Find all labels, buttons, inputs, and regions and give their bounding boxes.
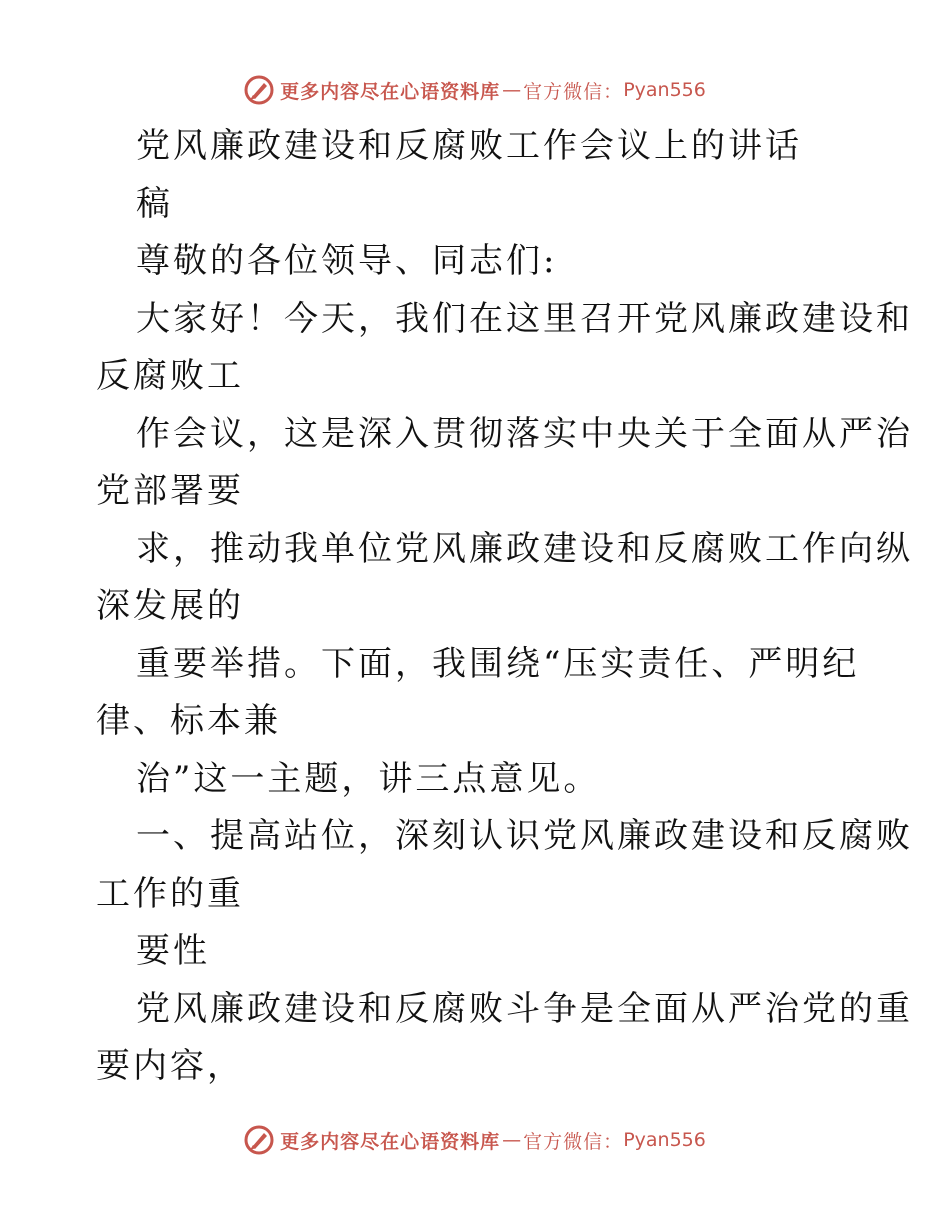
wechat-label: 官方微信： <box>523 1130 624 1153</box>
text-line: 大家好！今天，我们在这里召开党风廉政建设和 <box>136 298 913 339</box>
text-line: 尊敬的各位领导、同志们: <box>136 241 558 281</box>
wechat-label: 官方微信： <box>523 80 624 103</box>
text-line: 工作的重 <box>96 873 244 914</box>
wechat-id: Pyan556 <box>623 79 706 101</box>
text-line: 重要举措。下面，我围绕“压实责任、严明纪 <box>136 643 860 684</box>
text-line: 治”这一主题，讲三点意见。 <box>136 758 601 799</box>
text-line: 党部署要 <box>96 471 244 511</box>
text-line: 稿 <box>136 183 173 224</box>
footer-banner <box>0 1118 950 1162</box>
separator: — <box>502 1129 522 1151</box>
text-line: 作会议，这是深入贯彻落实中央关于全面从严治 <box>136 413 913 454</box>
pen-nib-icon <box>244 75 274 105</box>
text-line: 深发展的 <box>96 586 244 626</box>
text-line: 一、提高站位，深刻认识党风廉政建设和反腐败 <box>136 816 913 856</box>
header-banner <box>0 68 950 112</box>
pen-nib-icon <box>244 1125 274 1155</box>
text-line: 要内容， <box>96 1046 244 1086</box>
wechat-id: Pyan556 <box>623 1129 706 1151</box>
text-line: 党风廉政建设和反腐败工作会议上的讲话 <box>136 126 802 166</box>
document-body <box>96 118 913 1096</box>
text-line: 律、标本兼 <box>96 701 281 741</box>
text-line: 党风廉政建设和反腐败斗争是全面从严治党的重 <box>136 988 913 1029</box>
separator: — <box>502 79 522 101</box>
text-line: 要性 <box>136 931 210 971</box>
text-line: 求，推动我单位党风廉政建设和反腐败工作向纵 <box>136 528 913 569</box>
promo-text: 更多内容尽在心语资料库 <box>280 80 501 103</box>
text-line: 反腐败工 <box>96 356 244 396</box>
promo-text: 更多内容尽在心语资料库 <box>280 1130 501 1153</box>
